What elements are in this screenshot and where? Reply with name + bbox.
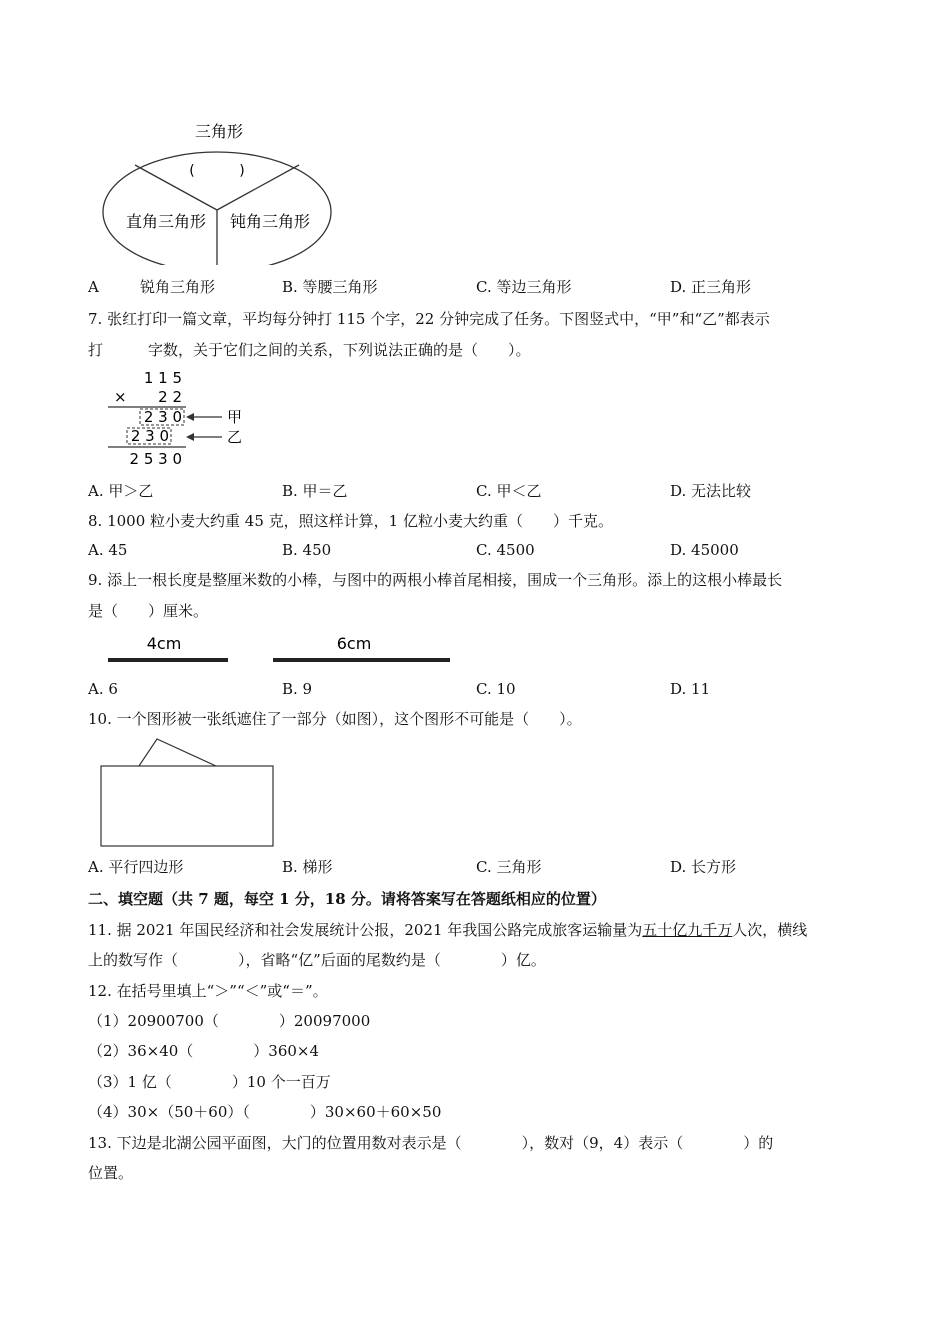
mult-result: 2 5 3 0 [129,450,182,468]
figure-right-triangle: 直角三角形 [125,212,207,231]
mult-times: × [114,388,127,406]
q12-item-1: （1）20900700（ ）20097000 [88,1012,371,1030]
triangle-classification-figure [95,115,340,265]
covering-paper [101,766,273,846]
q6-option-b: B. 等腰三角形 [282,278,378,296]
label-yi: 乙 [227,428,243,446]
q7-option-c: C. 甲＜乙 [476,482,542,500]
q11-post: 人次，横线 [732,921,808,939]
q6-option-a: 锐角三角形 [140,278,216,296]
q10-option-b: B. 梯形 [282,858,333,876]
q10-option-c: C. 三角形 [476,858,542,876]
section-2-heading: 二、填空题（共 7 题，每空 1 分，18 分。请将答案写在答题纸相应的位置） [88,890,606,908]
q9-stem-line2: 是（ ）厘米。 [88,602,209,620]
q9-option-b: B. 9 [282,680,313,698]
q10-option-a: A. 平行四边形 [88,858,184,876]
q12-stem: 12. 在括号里填上“＞”“＜”或“＝”。 [88,982,328,1000]
multiplication-figure [100,366,260,470]
partial-product-1: 2 3 0 [143,408,182,426]
q6-option-a-mark: A [88,278,99,296]
q8-option-a: A. 45 [88,541,128,559]
q7-stem-line2: 打 字数，关于它们之间的关系，下列说法正确的是（ ）。 [88,341,531,359]
covered-shape-figure [98,736,278,848]
q9-stem-line1: 9. 添上一根长度是整厘米数的小棒，与图中的两根小棒首尾相接，围成一个三角形。添上的这根小棒最长 [88,571,783,589]
q12-item-2: （2）36×40（ ）360×4 [88,1042,320,1060]
q7-option-b: B. 甲＝乙 [282,482,348,500]
q9-option-a: A. 6 [88,680,118,698]
q13-stem-line2: 位置。 [88,1164,134,1182]
q11-underlined-number: 五十亿九千万 [642,921,733,939]
q12-item-3: （3）1 亿（ ）10 个一百万 [88,1073,331,1091]
q8-option-d: D. 45000 [670,541,739,559]
q10-stem: 10. 一个图形被一张纸遮住了一部分（如图），这个图形不可能是（ ）。 [88,710,582,728]
mult-factor2: 2 2 [158,388,182,406]
q7-option-d: D. 无法比较 [670,482,752,500]
q8-option-c: C. 4500 [476,541,535,559]
q13-stem-line1: 13. 下边是北湖公园平面图，大门的位置用数对表示是（ ），数对（9，4）表示（ ）的 [88,1134,774,1152]
q9-option-d: D. 11 [670,680,711,698]
q11-stem-line1 [88,920,807,940]
arrow-icon [186,413,194,421]
label-jia: 甲 [227,408,243,426]
q8-option-b: B. 450 [282,541,332,559]
partial-product-2: 2 3 0 [130,427,169,445]
figure-blank: ( ) [189,163,245,179]
q6-option-d: D. 正三角形 [670,278,752,296]
q7-stem-line1: 7. 张红打印一篇文章，平均每分钟打 115 个字，22 分钟完成了任务。下图竖式中，“甲”和“乙”都表示 [88,310,770,328]
q8-stem: 8. 1000 粒小麦大约重 45 克，照这样计算，1 亿粒小麦大约重（ ）千克。 [88,512,613,530]
q11-pre: 11. 据 2021 年国民经济和社会发展统计公报，2021 年我国公路完成旅客运输量为 [88,921,643,939]
q9-option-c: C. 10 [476,680,516,698]
q12-item-4: （4）30×（50＋60）（ ）30×60＋60×50 [88,1103,442,1121]
arrow-icon [186,433,194,441]
stick-2-label: 6cm [336,634,372,653]
stick-1-label: 4cm [146,634,182,653]
sticks-figure [100,628,460,668]
figure-obtuse-triangle: 钝角三角形 [229,212,311,231]
q10-option-d: D. 长方形 [670,858,737,876]
q6-option-c: C. 等边三角形 [476,278,572,296]
figure-title: 三角形 [194,122,244,141]
q11-stem-line2: 上的数写作（ ），省略“亿”后面的尾数约是（ ）亿。 [88,951,546,969]
q7-option-a: A. 甲＞乙 [88,482,154,500]
mult-factor1: 1 1 5 [143,369,182,387]
